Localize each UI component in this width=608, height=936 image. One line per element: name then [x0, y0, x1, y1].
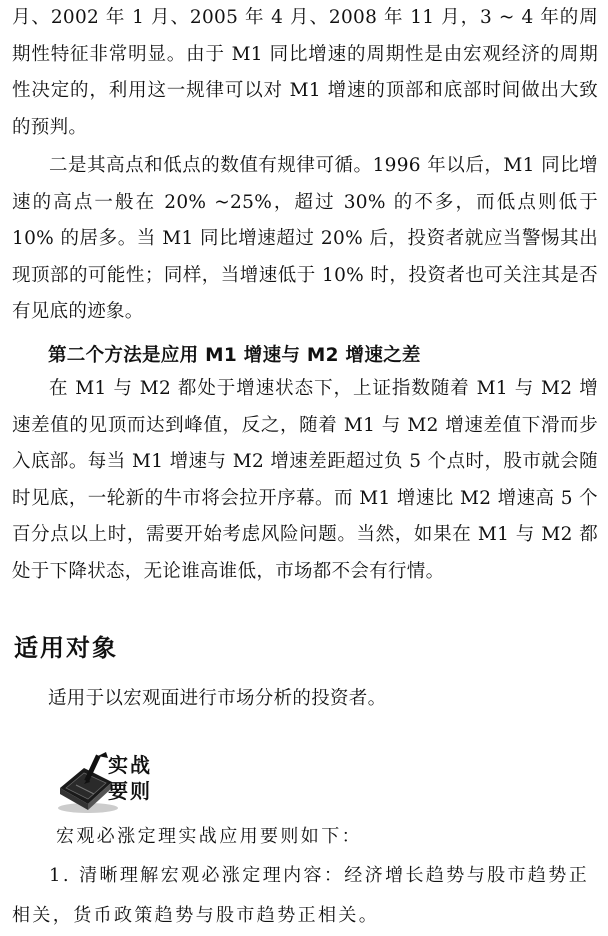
rule-item-1: 1. 清晰理解宏观必涨定理内容：经济增长趋势与股市趋势正相关，货币政策趋势与股市趋势正相关。 — [12, 865, 590, 926]
paragraph-high-low-points: 二是其高点和低点的数值有规律可循。1996 年以后，M1 同比增速的高点一般在 20% ~25%，超过 30% 的不多，而低点则低于 10% 的居多。当 M1 同比增速超过 20% 后，投资者就应当警惕其出现顶部的可能性；同样，当增速低于 10% 时，投资者也可关注其是否有见底的迹象。 — [12, 155, 598, 322]
paragraph-m1-cycle: 月、2002 年 1 月、2005 年 4 月、2008 年 11 月，3 ~ 4 年的周期性特征非常明显。由于 M1 同比增速的周期性是由宏观经济的周期性决定的，利用这一规律可以对 M1 增速的顶部和底部时间做出大致的预判。 — [12, 7, 598, 138]
section-title: 适用对象 — [14, 634, 118, 662]
rules-intro: 宏观必涨定理实战应用要则如下： — [56, 826, 362, 847]
badge-line-2: 要则 — [108, 779, 152, 803]
section-body: 适用于以宏观面进行市场分析的投资者。 — [48, 688, 387, 709]
paragraph-m1-m2-diff: 在 M1 与 M2 都处于增速状态下，上证指数随着 M1 与 M2 增速差值的见顶而达到峰值，反之，随着 M1 与 M2 增速差值下滑而步入底部。每当 M1 增速与 M2 增速差距超过负 5 个点时，股市就会随时见底，一轮新的牛市将会拉开序幕。而 M1 增速比 M2 增速高 5 个百分点以上时，需要开始考虑风险问题。当然，如果在 M1 与 M2 都处于下降状态，无论谁高谁低，市场都不会有行情。 — [12, 378, 598, 582]
practice-rules-badge — [108, 752, 152, 804]
method-two-heading: 第二个方法是应用 M1 增速与 M2 增速之差 — [48, 345, 421, 366]
badge-line-1: 实战 — [108, 753, 152, 777]
